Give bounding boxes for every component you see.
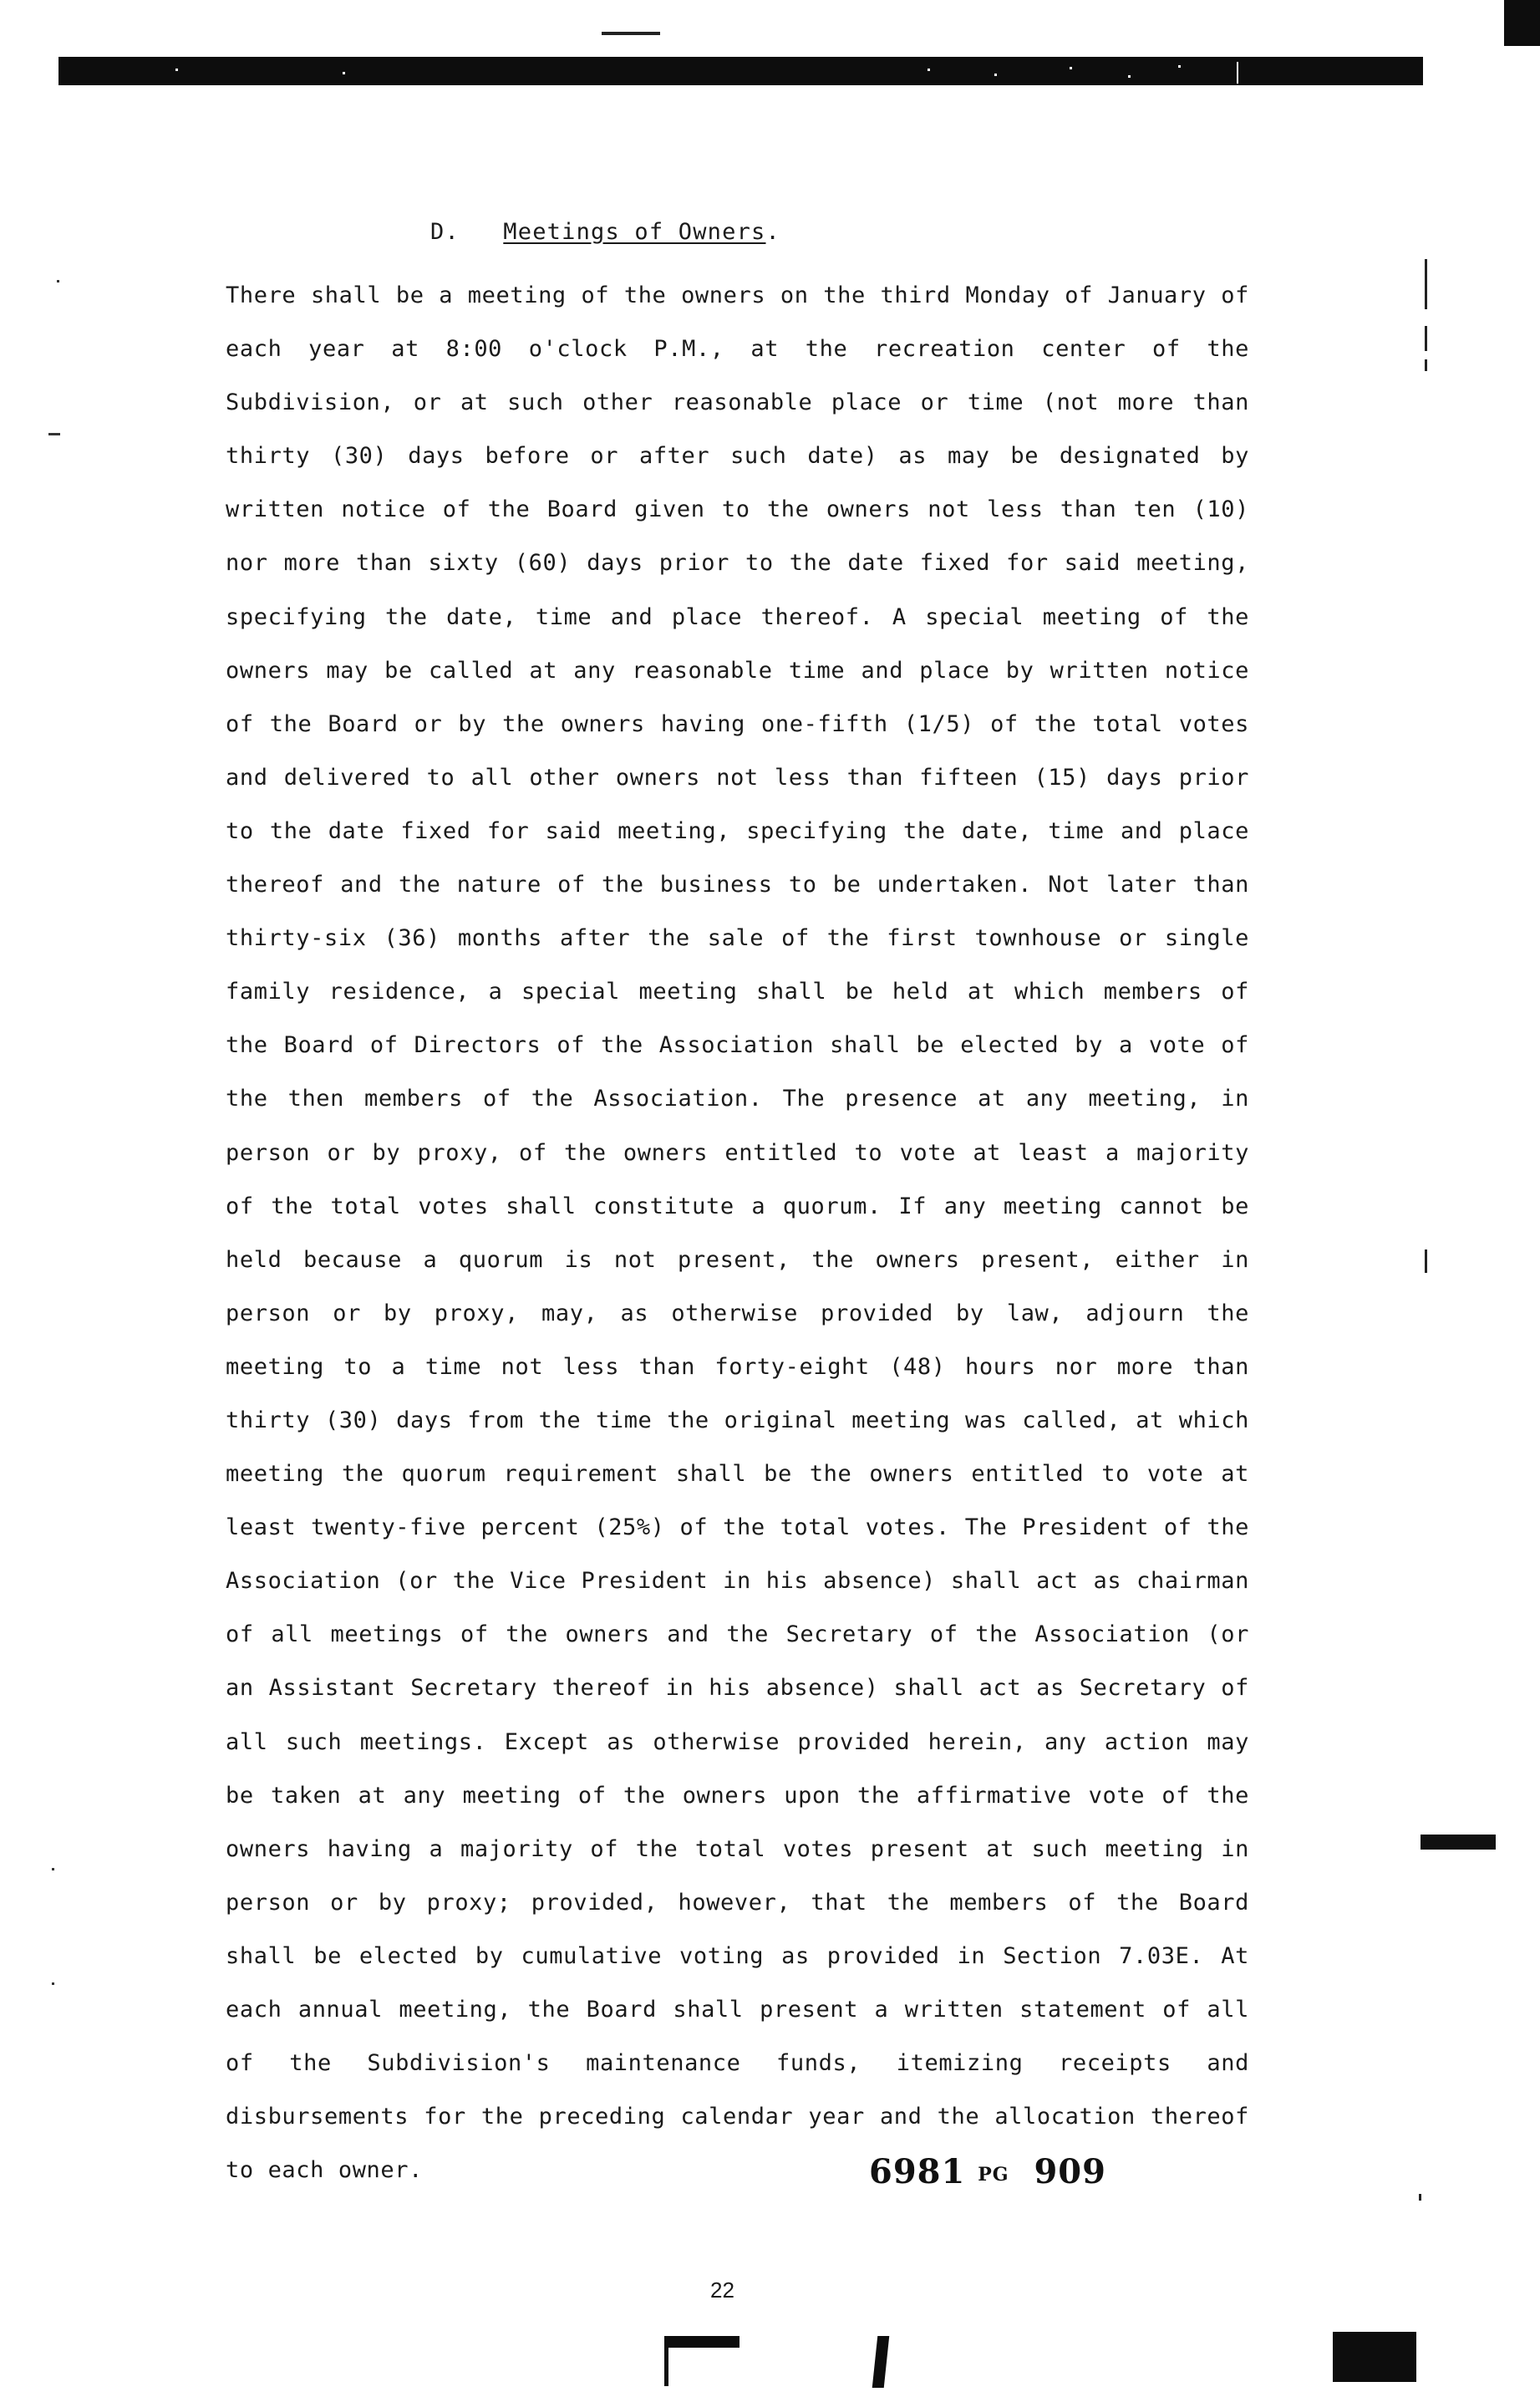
section-label: D. — [430, 219, 460, 245]
page-mark: PG — [978, 2164, 1009, 2186]
scan-edge-mark — [1425, 1249, 1427, 1273]
scan-mark — [602, 32, 660, 35]
scan-speck — [928, 69, 930, 71]
scan-corner-block — [1333, 2332, 1416, 2382]
scan-speck — [175, 69, 178, 71]
scan-speck — [1128, 75, 1131, 78]
scan-speck — [343, 72, 345, 74]
scan-bottom-mark — [664, 2336, 668, 2386]
scan-edge-mark — [1419, 2194, 1421, 2201]
page-number: 22 — [710, 2277, 734, 2303]
scan-speck — [1178, 65, 1181, 68]
book-number: 6981 — [869, 2152, 966, 2191]
scan-edge-mark — [1425, 326, 1427, 351]
scan-edge-mark — [52, 1982, 54, 1985]
scan-edge-mark — [1425, 359, 1427, 371]
section-title: Meetings of Owners — [503, 219, 766, 245]
scan-edge-mark — [57, 280, 59, 282]
scan-edge-bar — [58, 57, 1423, 85]
scan-edge-mark — [48, 433, 60, 435]
section-heading: D. Meetings of Owners. — [430, 219, 780, 245]
recording-stamp — [869, 2152, 1106, 2191]
scan-redaction-mark — [1421, 1835, 1496, 1850]
recording-page: 909 — [1034, 2152, 1106, 2191]
scan-speck — [994, 74, 997, 76]
scan-corner-block — [1504, 0, 1540, 46]
scan-speck — [1070, 67, 1072, 69]
scan-speck — [1237, 62, 1238, 84]
scan-bottom-mark — [872, 2336, 890, 2388]
scan-edge-mark — [52, 1868, 54, 1870]
scan-edge-mark — [1425, 259, 1427, 309]
scan-bottom-mark — [664, 2336, 740, 2348]
section-body: There shall be a meeting of the owners on the third Monday of January of each year at 8:00 o'clock P.M., at the recreation center of the Subdivision, or at such other reasonable place or time (not more than thirty (30) days before or after such date) as may be designated by written notice of the Board given to the owners not less than ten (10) nor more than sixty (60) days prior to the date fixed for said meeting, specifying the date, time and place thereof. A special meeting of the owners may be called at any reasonable time and place by written notice of the Board or by the owners having one-fifth (1/5) of the total votes and delivered to all other owners not less than fifteen (15) days prior to the date fixed for said meeting, specifying the date, time and place thereof and the nature of the business to be undertaken. Not later than thirty-six (36) months after the sale of the first townhouse or single family residence, a special meeting shall be held at which members of the Board of Directors of the Association shall be elected by a vote of the then members of the Association. The presence at any meeting, in person or by proxy, of the owners entitled to vote at least a majority of the total votes shall constitute a quorum. If any meeting cannot be held because a quorum is not present, the owners present, either in person or by proxy, may, as otherwise provided by law, adjourn the meeting to a time not less than forty-eight (48) hours nor more than thirty (30) days from the time the original meeting was called, at which meeting the quorum requirement shall be the owners entitled to vote at least twenty-five percent (25%) of the total votes. The President of the Association (or the Vice President in his absence) shall act as chairman of all meetings of the owners and the Secretary of the Association (or an Assistant Secretary thereof in his absence) shall act as Secretary of all such meetings. Except as otherwise provided herein, any action may be taken at any meeting of the owners upon the affirmative vote of the owners having a majority of the total votes present at such meeting in person or by proxy; provided, however, that the members of the Board shall be elected by cumulative voting as provided in Section 7.03E. At each annual meeting, the Board shall present a written statement of all of the Subdivision's maintenance funds, itemizing receipts and disbursements for the preceding calendar year and the allocation thereof to each owner. — [226, 282, 1249, 2184]
